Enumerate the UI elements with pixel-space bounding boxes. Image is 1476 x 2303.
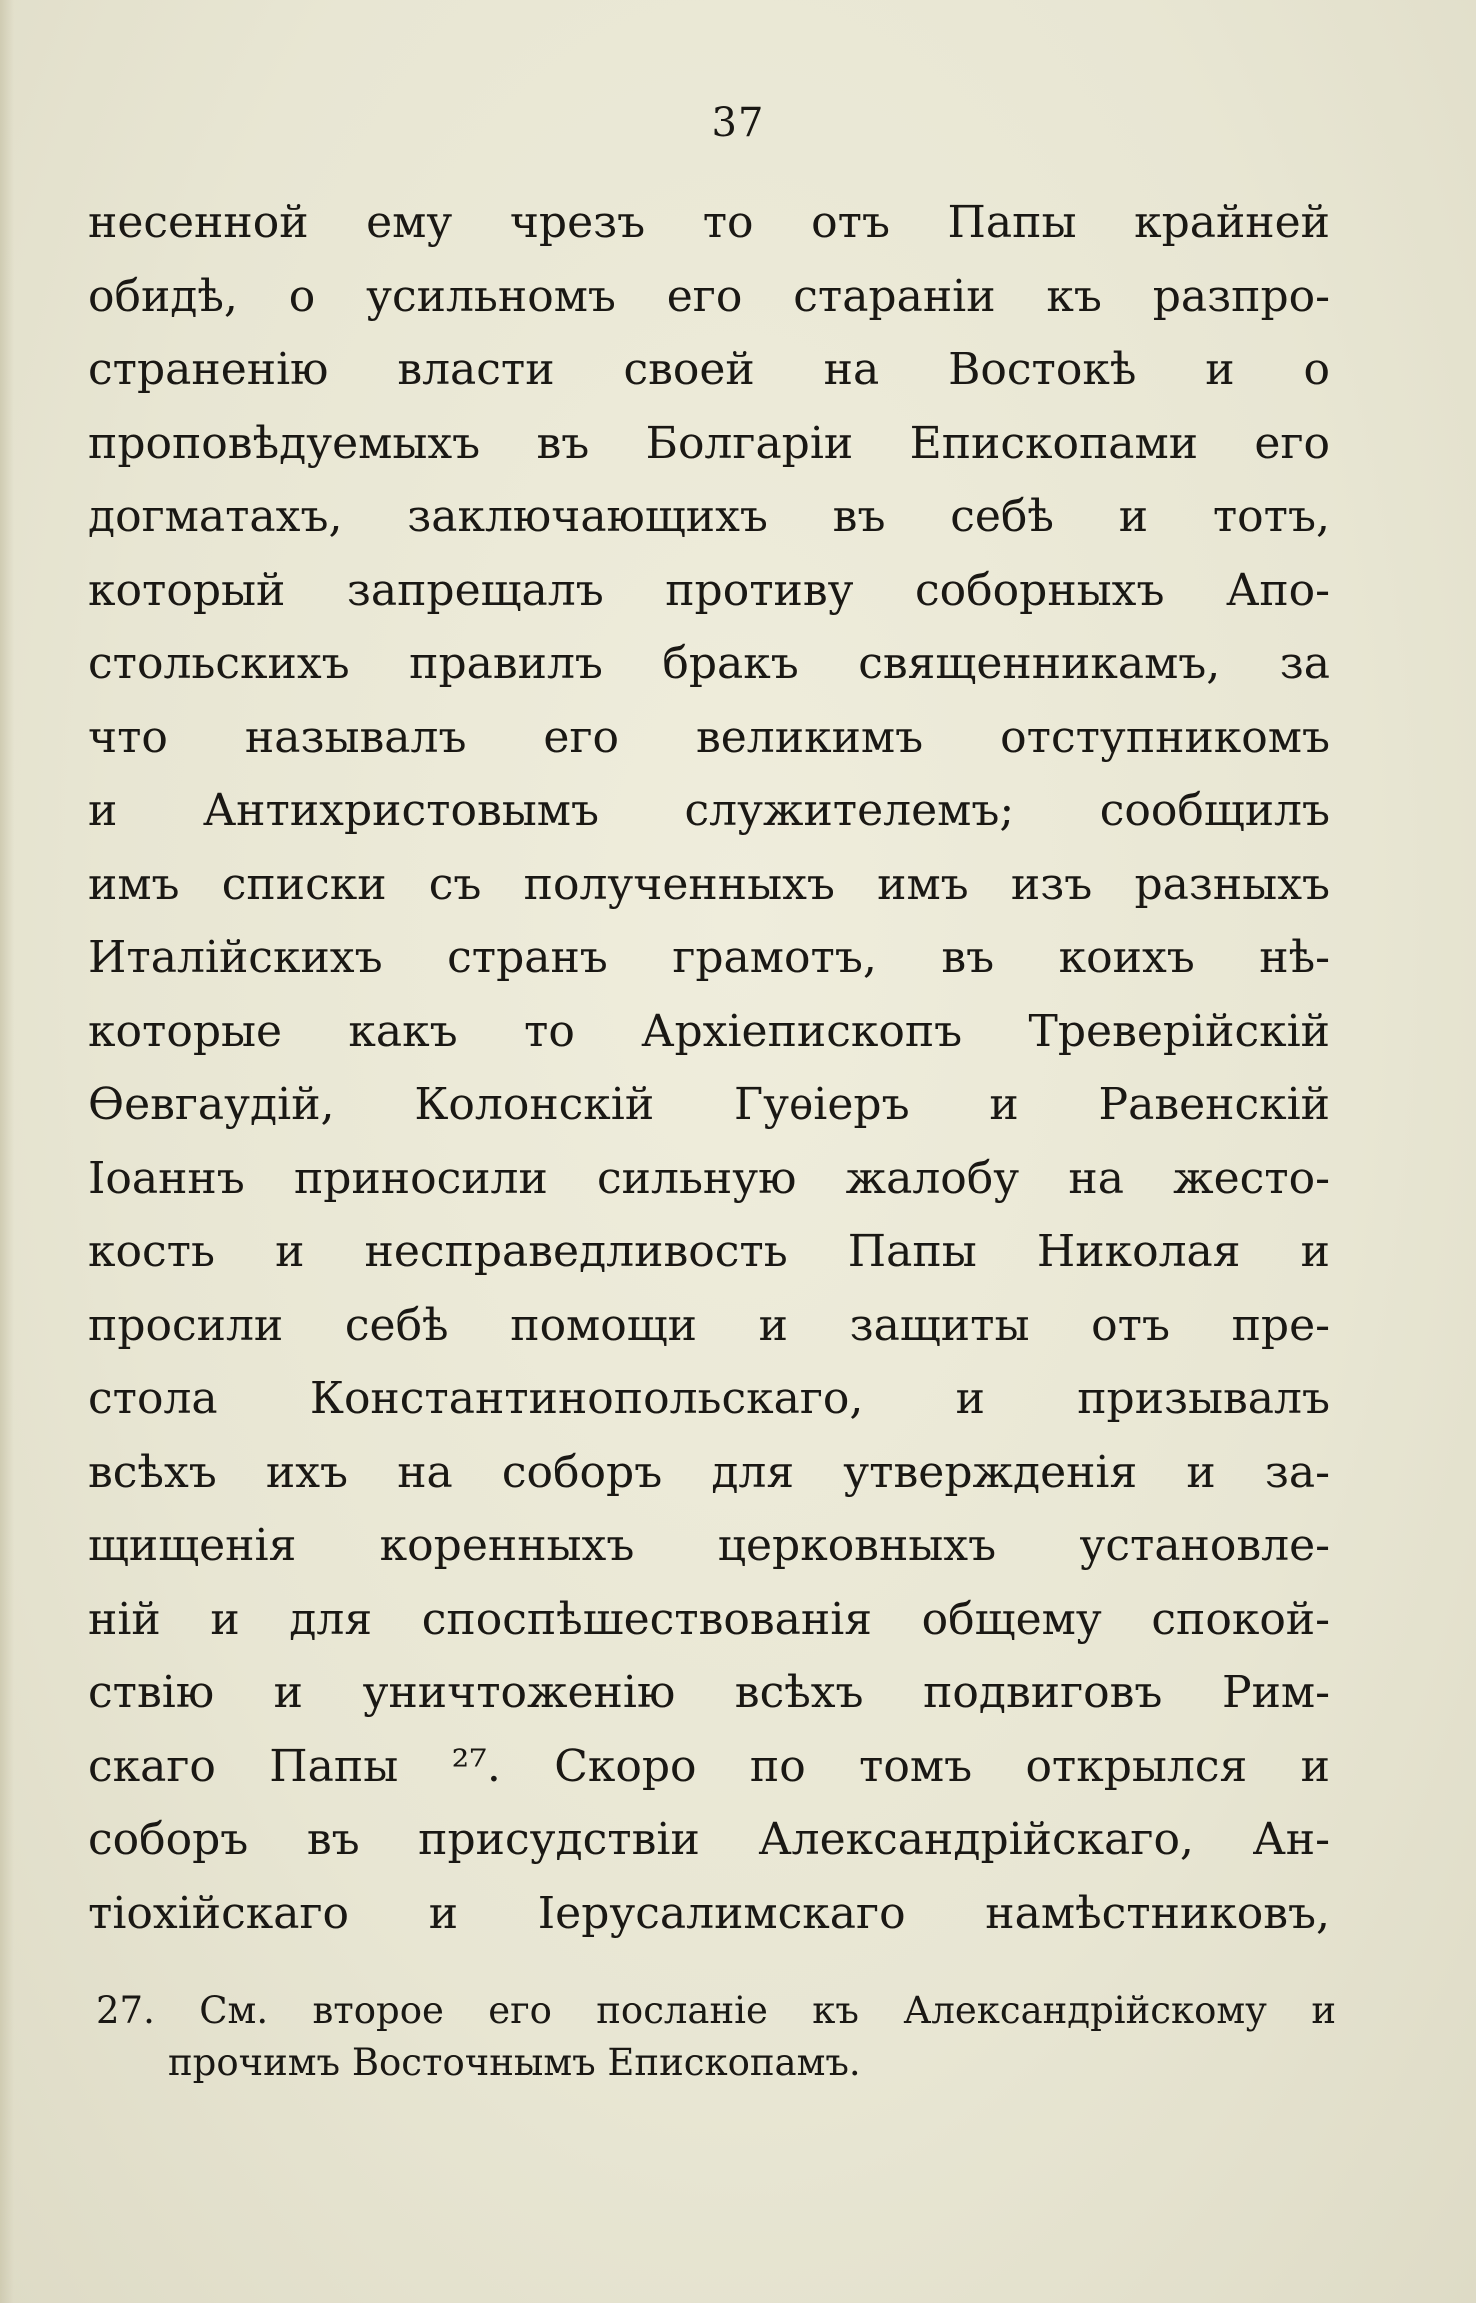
text-line: Италiйскихъ странъ грамотъ, въ коихъ нѣ-: [88, 932, 1330, 983]
text-line: который запрещалъ противу соборныхъ Апо-: [88, 564, 1330, 616]
text-line: Iоаннъ приносили сильную жалобу на жесто-: [88, 1152, 1330, 1204]
footnote-line: 27. См. второе его посланiе къ Александрiйскому и: [96, 1989, 1336, 2032]
page-number: 37: [711, 100, 765, 146]
footnote: [96, 1985, 1336, 2089]
text-line: догматахъ, заключающихъ въ себѣ и тотъ,: [88, 491, 1330, 542]
text-line: скаго Папы ²⁷. Скоро по томъ открылся и: [88, 1740, 1330, 1792]
text-line: проповѣдуемыхъ въ Болгарiи Епископами его: [88, 417, 1330, 469]
text-line: стола Константинопольскаго, и призывалъ: [88, 1373, 1330, 1424]
text-line: имъ списки съ полученныхъ имъ изъ разныхъ: [88, 858, 1330, 910]
text-line: ствiю и уничтоженiю всѣхъ подвиговъ Рим-: [88, 1667, 1330, 1718]
text-line: страненiю власти своей на Востокѣ и о: [88, 344, 1330, 395]
text-line: стольскихъ правилъ бракъ священникамъ, за: [88, 638, 1330, 689]
text-line: которые какъ то Архiепископъ Треверiйскiй: [88, 1005, 1330, 1057]
text-line: соборъ въ присудствiи Александрiйскаго, Ан-: [88, 1814, 1330, 1865]
main-text: [88, 186, 1330, 1950]
text-line: обидѣ, о усильномъ его старанiи къ разпро-: [88, 270, 1330, 322]
text-line: кость и несправедливость Папы Николая и: [88, 1226, 1330, 1277]
text-line: Ѳевгаудiй, Колонскiй Гуѳiеръ и Равенскiй: [88, 1079, 1330, 1130]
text-line: просили себѣ помощи и защиты отъ пре-: [88, 1299, 1330, 1351]
text-line: несенной ему чрезъ то отъ Папы крайней: [88, 197, 1330, 248]
text-line: всѣхъ ихъ на соборъ для утвержденiя и за-: [88, 1446, 1330, 1498]
text-line: тiохiйскаго и Iерусалимскаго намѣстниковъ,: [88, 1887, 1330, 1939]
footnote-line: прочимъ Восточнымъ Епископамъ.: [168, 2041, 861, 2084]
text-line: щищенiя коренныхъ церковныхъ установле-: [88, 1520, 1330, 1571]
text-line: и Антихристовымъ служителемъ; сообщилъ: [88, 785, 1330, 836]
text-line: нiй и для споспѣшествованiя общему спокой-: [88, 1593, 1330, 1645]
text-line: что называлъ его великимъ отступникомъ: [88, 711, 1330, 763]
page-edge-shadow: [0, 0, 14, 2303]
